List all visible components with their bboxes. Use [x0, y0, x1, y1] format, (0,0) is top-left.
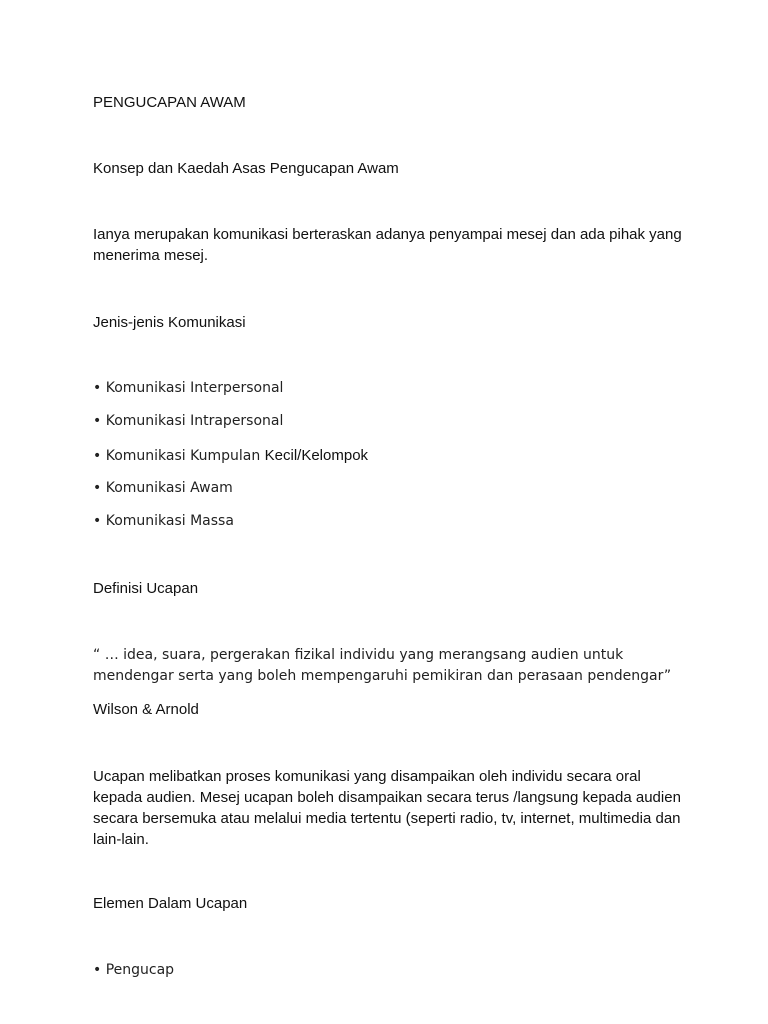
document-title: PENGUCAPAN AWAM — [93, 94, 246, 111]
list-item: • Komunikasi Intrapersonal — [93, 413, 284, 429]
types-heading: Jenis-jenis Komunikasi — [93, 314, 246, 331]
definition-quote — [93, 645, 693, 687]
document-subtitle: Konsep dan Kaedah Asas Pengucapan Awam — [93, 160, 399, 177]
list-item: • Pengucap — [93, 962, 175, 978]
list-item: • Komunikasi Awam — [93, 480, 233, 496]
quote-line: “ … idea, suara, pergerakan fizikal individu yang merangsang audien untuk — [93, 647, 624, 663]
list-item: • Komunikasi Massa — [93, 513, 234, 529]
intro-paragraph: Ianya merupakan komunikasi berteraskan adanya penyampai mesej dan ada pihak yang menerima mesej. — [93, 226, 682, 264]
list-item-text: • Komunikasi Kumpulan — [93, 448, 265, 464]
quote-line: mendengar serta yang boleh mempengaruhi pemikiran dan perasaan pendengar” — [93, 668, 672, 684]
quote-author: Wilson & Arnold — [93, 701, 199, 718]
list-item — [93, 445, 368, 467]
speech-paragraph: Ucapan melibatkan proses komunikasi yang disampaikan oleh individu secara oral kepada audien. Mesej ucapan boleh disampaikan secara terus /langsung kepada audien secara bersemuka atau melalui media tertentu (seperti radio, tv, internet, multimedia dan lain-lain. — [93, 768, 681, 848]
definition-heading: Definisi Ucapan — [93, 580, 199, 597]
list-item-suffix: Kecil/Kelompok — [264, 447, 369, 464]
list-item: • Komunikasi Interpersonal — [93, 380, 284, 396]
elements-heading: Elemen Dalam Ucapan — [93, 895, 248, 912]
